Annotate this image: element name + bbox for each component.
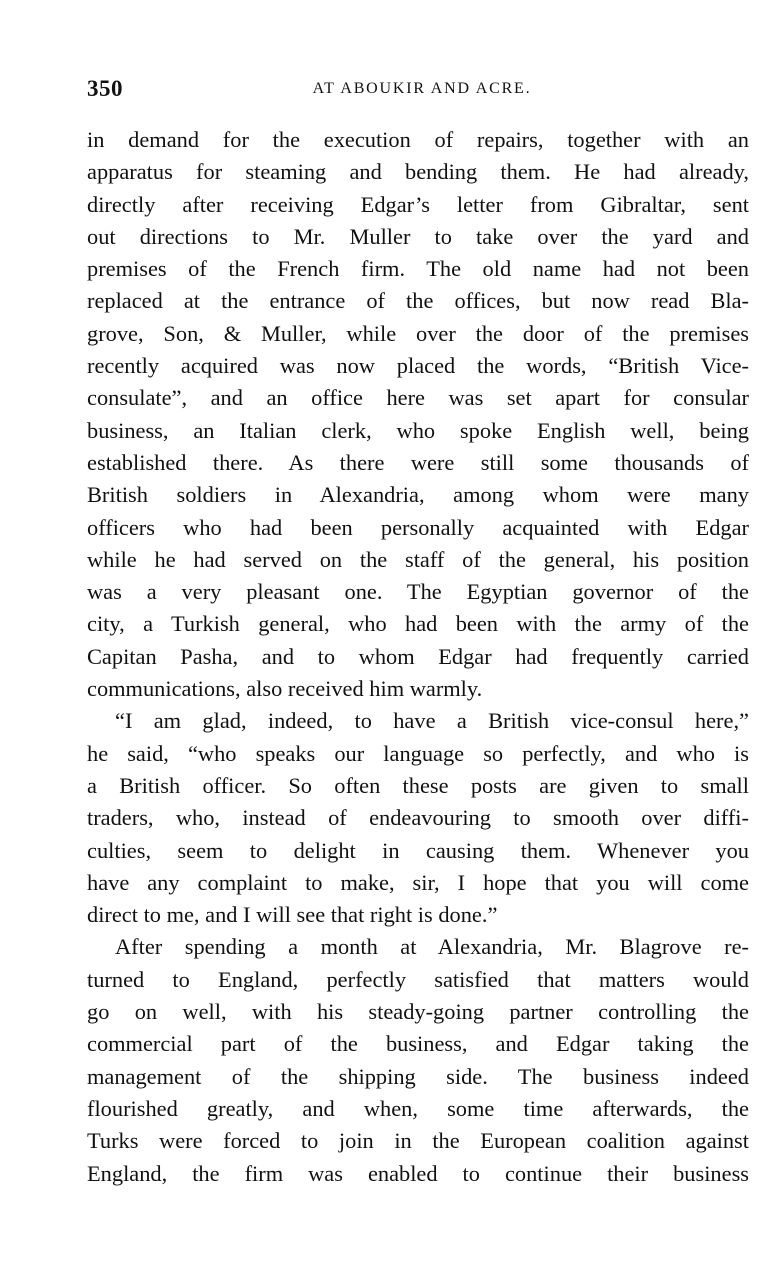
- text-line: Turks were forced to join in the European coalition against: [87, 1128, 749, 1154]
- text-line: recently acquired was now placed the words, “British Vice-: [87, 353, 749, 379]
- text-line: have any complaint to make, sir, I hope that you will come: [87, 869, 749, 895]
- text-line: directly after receiving Edgar’s letter from Gibraltar, sent: [87, 191, 749, 217]
- text-line: traders, who, instead of endeavouring to smooth over diffi-: [87, 805, 749, 831]
- text-line: while he had served on the staff of the general, his position: [87, 546, 749, 572]
- text-line: established there. As there were still some thousands of: [87, 449, 749, 475]
- text-line: direct to me, and I will see that right is done.”: [87, 902, 498, 928]
- text-line: in demand for the execution of repairs, together with an: [87, 127, 749, 152]
- text-line: Capitan Pasha, and to whom Edgar had frequently carried: [87, 643, 749, 669]
- text-line: officers who had been personally acquainted with Edgar: [87, 514, 749, 540]
- text-line: he said, “who speaks our language so perfectly, and who is: [87, 740, 749, 766]
- text-line: apparatus for steaming and bending them. He had already,: [87, 159, 749, 185]
- text-line: go on well, with his steady-going partner controlling the: [87, 999, 749, 1025]
- text-line: a British officer. So often these posts are given to small: [87, 772, 749, 798]
- body-text: [87, 124, 749, 1190]
- text-line: turned to England, perfectly satisfied that matters would: [87, 966, 749, 992]
- text-line: commercial part of the business, and Edgar taking the: [87, 1031, 749, 1057]
- running-title: AT ABOUKIR AND ACRE.: [312, 80, 532, 97]
- text-line: replaced at the entrance of the offices, but now read Bla-: [87, 288, 749, 314]
- text-line: consulate”, and an office here was set apart for consular: [87, 385, 749, 411]
- page-number: 350: [87, 76, 123, 101]
- text-line: city, a Turkish general, who had been with the army of the: [87, 611, 749, 637]
- text-line: England, the firm was enabled to continue their business: [87, 1160, 749, 1186]
- text-line: business, an Italian clerk, who spoke English well, being: [87, 417, 749, 443]
- running-head: [87, 76, 749, 108]
- text-line: British soldiers in Alexandria, among whom were many: [87, 482, 749, 508]
- text-line: culties, seem to delight in causing them. Whenever you: [87, 837, 749, 863]
- text-line: grove, Son, & Muller, while over the door of the premises: [87, 320, 749, 346]
- text-line: “I am glad, indeed, to have a British vice-consul here,”: [115, 708, 749, 734]
- text-line: premises of the French firm. The old name had not been: [87, 256, 749, 282]
- text-line: After spending a month at Alexandria, Mr. Blagrove re-: [115, 934, 749, 960]
- text-line: management of the shipping side. The business indeed: [87, 1063, 749, 1089]
- text-line: was a very pleasant one. The Egyptian governor of the: [87, 579, 749, 605]
- text-line: flourished greatly, and when, some time afterwards, the: [87, 1095, 749, 1121]
- text-line: communications, also received him warmly.: [87, 676, 483, 702]
- text-line: out directions to Mr. Muller to take over the yard and: [87, 223, 749, 249]
